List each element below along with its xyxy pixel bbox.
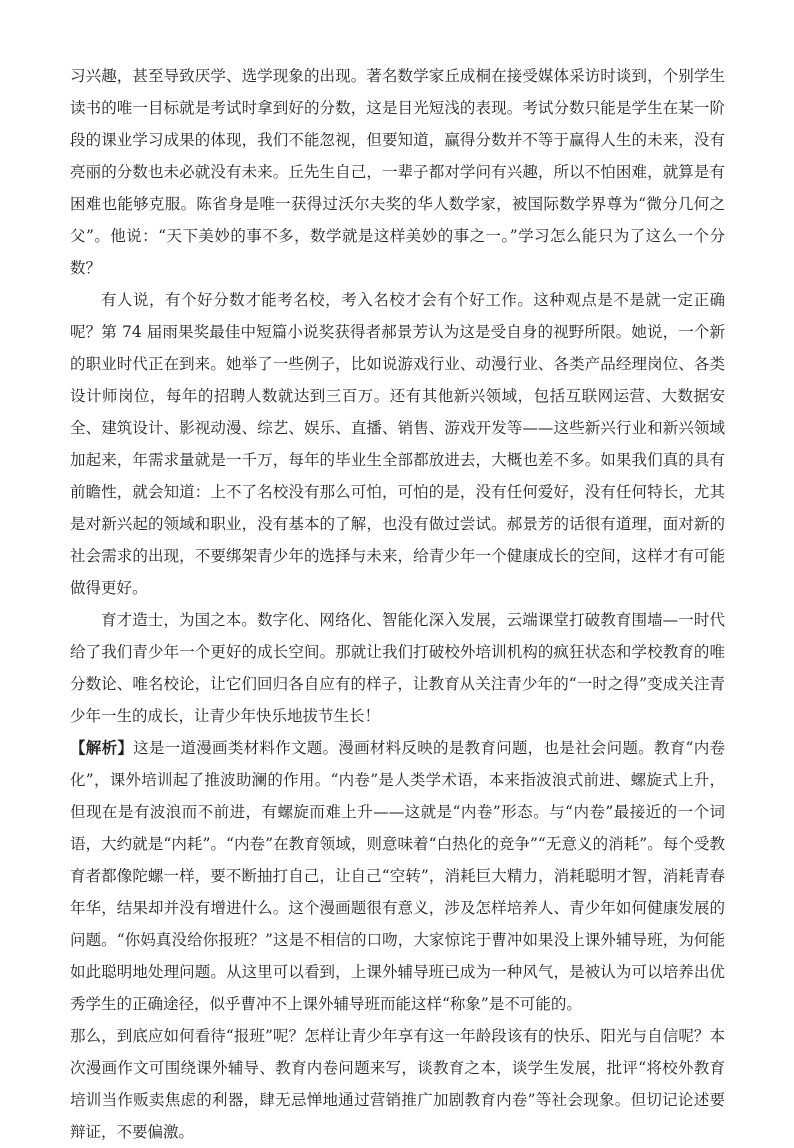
analysis-paragraph — [70, 732, 725, 1020]
paragraph-3: 育才造士，为国之本。数字化、网络化、智能化深入发展，云端课堂打破教育围墙—一时代给了我们青少年一个更好的成长空间。那就让我们打破校外培训机构的疯狂状态和学校教育的唯分数论、唯名校论，让它们回归各自应有的样子，让教育从关注青少年的“一时之得”变成关注青少年一生的成长，让青少年快乐地拔节生长！ — [70, 611, 725, 725]
analysis-label: 【解析】 — [70, 738, 134, 757]
analysis-text: 这是一道漫画类材料作文题。漫画材料反映的是教育问题，也是社会问题。教育“内卷化”，课外培训起了推波助澜的作用。“内卷”是人类学术语，本来指波浪式前进、螺旋式上升，但现在是有波浪而不前进，有螺旋而难上升——这就是“内卷”形态。与“内卷”最接近的一个词语，大约就是“内耗”。“内卷”在教育领域，则意味着“白热化的竞争”“无意义的消耗”。每个受教育者都像陀螺一样，要不断抽打自己，让自己“空转”，消耗巨大精力，消耗聪明才智，消耗青春年华，结果却并没有增进什么。这个漫画题很有意义，涉及怎样培养人、青少年如何健康发展的问题。“你妈真没给你报班？”这是不相信的口吻，大家惊诧于曹冲如果没上课外辅导班，为何能如此聪明地处理问题。从这里可以看到，上课外辅导班已成为一种风气，是被认为可以培养出优秀学生的正确途径，似乎曹冲不上课外辅导班而能这样“称象”是不可能的。 — [70, 739, 725, 1013]
document-page — [70, 60, 725, 1141]
paragraph-2: 有人说，有个好分数才能考名校，考入名校才会有个好工作。这种观点是不是就一定正确呢？第 74 届雨果奖最佳中短篇小说奖获得者郝景芳认为这是受自身的视野所限。她说，一个新的职业时代正在到来。她举了一些例子，比如说游戏行业、动漫行业、各类产品经理岗位、各类设计师岗位，每年的招聘人数就达到三百万。还有其他新兴领域，包括互联网运营、大数据安全、建筑设计、影视动漫、综艺、娱乐、直播、销售、游戏开发等——这些新兴行业和新兴领域加起来，年需求量就是一千万，每年的毕业生全部都放进去，大概也差不多。如果我们真的具有前瞻性，就会知道：上不了名校没有那么可怕，可怕的是，没有任何爱好，没有任何特长，尤其是对新兴起的领域和职业，没有基本的了解，也没有做过尝试。郝景芳的话很有道理，面对新的社会需求的出现，不要绑架青少年的选择与未来，给青少年一个健康成长的空间，这样才有可能做得更好。 — [70, 291, 725, 597]
closing-paragraph: 那么，到底应如何看待“报班”呢？怎样让青少年享有这一年龄段该有的快乐、阳光与自信呢？本次漫画作文可围绕课外辅导、教育内卷问题来写，谈教育之本，谈学生发展，批评“将校外教育培训当作贩卖焦虑的利器，肆无忌惮地通过营销推广加剧教育内卷”等社会现象。但切记论述要辩证，不要偏激。 — [70, 1027, 725, 1141]
paragraph-1: 习兴趣，甚至导致厌学、选学现象的出现。著名数学家丘成桐在接受媒体采访时谈到，个别学生读书的唯一目标就是考试时拿到好的分数，这是目光短浅的表现。考试分数只能是学生在某一阶段的课业学习成果的体现，我们不能忽视，但要知道，赢得分数并不等于赢得人生的未来，没有亮丽的分数也未必就没有未来。丘先生自己，一辈子都对学问有兴趣，所以不怕困难，就算是有困难也能够克服。陈省身是唯一获得过沃尔夫奖的华人数学家，被国际数学界尊为“微分几何之父”。他说：“天下美妙的事不多，数学就是这样美妙的事之一。”学习怎么能只为了这么一个分数？ — [70, 67, 725, 277]
